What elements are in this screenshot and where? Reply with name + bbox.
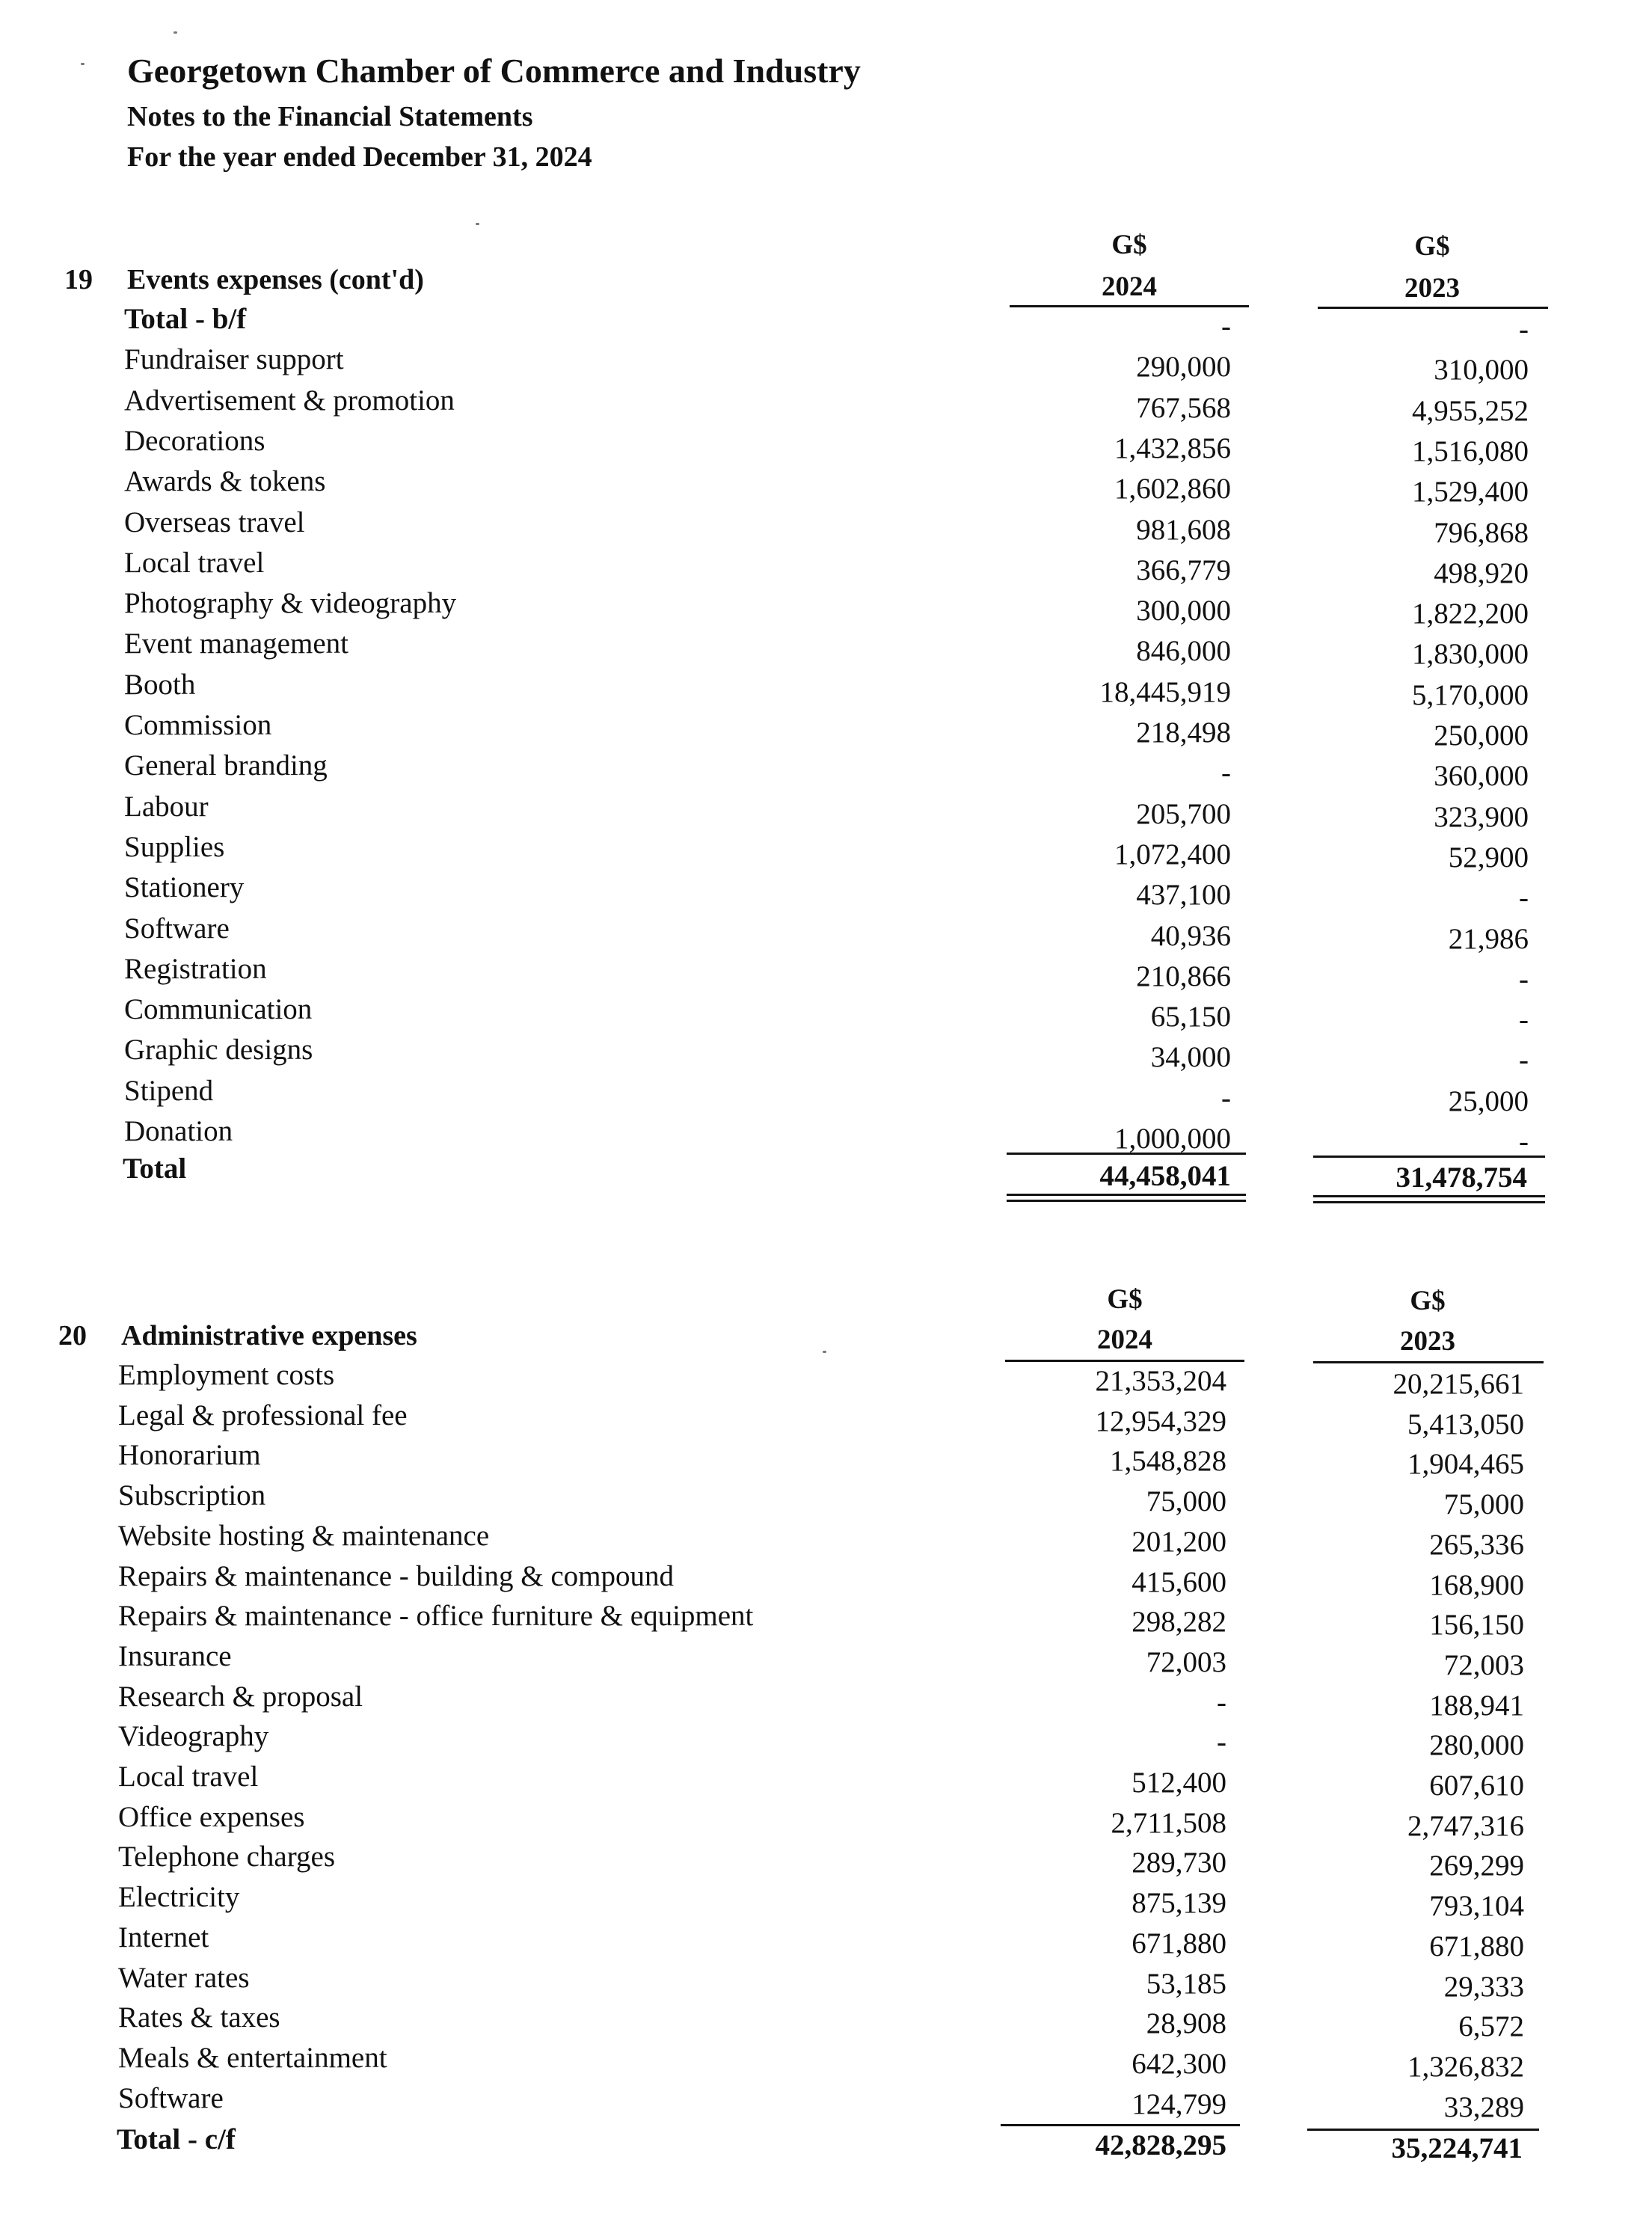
total-2023: 31,478,754 [1395, 1161, 1527, 1194]
value-2024: 290,000 [1136, 351, 1231, 384]
value-2023: 21,986 [1448, 922, 1529, 955]
scan-speck [823, 1351, 826, 1353]
subtotal-rule [1001, 2124, 1240, 2126]
value-2024: 201,200 [1131, 1525, 1226, 1558]
value-2023: 25,000 [1448, 1084, 1529, 1117]
value-2024: - [1221, 757, 1231, 790]
value-2023: 1,822,200 [1412, 598, 1529, 630]
value-2023: 168,900 [1429, 1568, 1524, 1601]
value-2024: 72,003 [1146, 1645, 1226, 1678]
row-label: Decorations [124, 424, 265, 457]
value-2023: 269,299 [1429, 1850, 1524, 1882]
currency-header-2024: G$ [1111, 230, 1147, 260]
value-2023: 265,336 [1429, 1528, 1524, 1561]
value-2024: 437,100 [1136, 879, 1231, 912]
row-label: Videography [118, 1720, 269, 1753]
value-2024: 767,568 [1136, 391, 1231, 424]
value-2023: 1,529,400 [1412, 476, 1529, 509]
value-2023: 671,880 [1429, 1930, 1524, 1962]
row-label: Fundraiser support [124, 343, 344, 376]
row-label: Subscription [118, 1479, 266, 1512]
value-2023: 250,000 [1434, 719, 1529, 752]
value-2024: - [1217, 1686, 1226, 1719]
value-2024: 12,954,329 [1095, 1405, 1226, 1437]
value-2023: - [1519, 1044, 1529, 1077]
value-2024: 300,000 [1136, 595, 1231, 627]
value-2024: 512,400 [1131, 1767, 1226, 1799]
row-label: Graphic designs [124, 1034, 313, 1067]
value-2024: 846,000 [1136, 635, 1231, 668]
note-number: 19 [64, 264, 93, 295]
currency-header-2023: G$ [1414, 231, 1450, 262]
value-2023: 75,000 [1443, 1488, 1524, 1521]
value-2024: 642,300 [1131, 2047, 1226, 2080]
row-label: Internet [118, 1921, 209, 1954]
row-label: Research & proposal [118, 1680, 363, 1713]
subtotal-rule [1007, 1153, 1246, 1155]
total-2024: 42,828,295 [1095, 2129, 1226, 2161]
row-label: Local travel [124, 546, 265, 579]
note-title: Events expenses (cont'd) [127, 264, 424, 295]
value-2023: 1,516,080 [1412, 435, 1529, 467]
row-label: Photography & videography [124, 587, 457, 620]
value-2023: 52,900 [1448, 841, 1529, 874]
value-2024: 1,000,000 [1114, 1123, 1231, 1155]
value-2024: 75,000 [1146, 1485, 1226, 1518]
value-2024: 875,139 [1131, 1887, 1226, 1920]
value-2024: 21,353,204 [1095, 1365, 1226, 1397]
note-number: 20 [58, 1320, 87, 1351]
value-2023: 498,920 [1434, 556, 1529, 589]
note-title: Administrative expenses [121, 1320, 417, 1351]
value-2024: 415,600 [1131, 1565, 1226, 1598]
value-2024: - [1217, 1726, 1226, 1759]
row-label: Supplies [124, 830, 225, 863]
value-2024: 28,908 [1146, 2007, 1226, 2040]
total-2024: 44,458,041 [1099, 1160, 1231, 1192]
value-2024: - [1221, 1081, 1231, 1114]
document-subtitle: Notes to the Financial Statements [127, 101, 533, 132]
row-label: Communication [124, 993, 313, 1026]
total-label: Total - c/f [117, 2123, 236, 2155]
value-2023: 360,000 [1434, 760, 1529, 793]
header-rule [1010, 305, 1249, 307]
row-label: Registration [124, 952, 267, 985]
value-2024: 1,602,860 [1114, 473, 1231, 506]
scan-speck [174, 31, 177, 34]
value-2024: 65,150 [1150, 1001, 1231, 1034]
value-2023: - [1519, 963, 1529, 995]
value-2023: 796,868 [1434, 516, 1529, 549]
subtotal-rule [1313, 1156, 1545, 1158]
organization-title: Georgetown Chamber of Commerce and Industry [127, 52, 861, 90]
header-rule [1313, 1361, 1544, 1363]
value-2023: 1,326,832 [1407, 2050, 1524, 2083]
row-label: Repairs & maintenance - office furniture & equipment [118, 1600, 754, 1633]
row-label: Legal & professional fee [118, 1399, 408, 1431]
value-2024: 18,445,919 [1099, 675, 1231, 708]
currency-header-2024: G$ [1107, 1284, 1143, 1315]
currency-header-2023: G$ [1410, 1286, 1446, 1316]
row-label: General branding [124, 749, 328, 782]
value-2023: - [1519, 1126, 1529, 1158]
row-label: Office expenses [118, 1800, 305, 1833]
row-label: Local travel [118, 1761, 259, 1793]
row-label: Advertisement & promotion [124, 384, 455, 417]
value-2024: 210,866 [1136, 960, 1231, 992]
value-2024: 218,498 [1136, 716, 1231, 749]
value-2023: 2,747,316 [1407, 1809, 1524, 1842]
row-label: Stationery [124, 871, 245, 904]
row-label: Software [124, 912, 230, 945]
row-label: Booth [124, 668, 196, 701]
header-rule [1005, 1360, 1244, 1362]
row-label: Employment costs [118, 1359, 335, 1391]
value-2023: 188,941 [1429, 1689, 1524, 1722]
value-2024: 366,779 [1136, 553, 1231, 586]
value-2024: 1,072,400 [1114, 838, 1231, 871]
row-label: Electricity [118, 1881, 240, 1914]
year-header-2023: 2023 [1404, 273, 1460, 304]
value-2023: 793,104 [1429, 1890, 1524, 1923]
row-label: Stipend [124, 1074, 214, 1107]
row-label: Labour [124, 790, 209, 823]
row-label: Meals & entertainment [118, 2041, 387, 2074]
row-label: Rates & taxes [118, 2001, 280, 2034]
value-2024: 53,185 [1146, 1967, 1226, 2000]
value-2024: 671,880 [1131, 1927, 1226, 1960]
value-2023: 6,572 [1458, 2010, 1524, 2043]
year-header-2024: 2024 [1097, 1325, 1152, 1355]
value-2023: 1,904,465 [1407, 1448, 1524, 1481]
row-label: Total - b/f [124, 303, 247, 335]
year-header-2023: 2023 [1400, 1326, 1455, 1357]
value-2024: - [1221, 310, 1231, 343]
total-label: Total [123, 1153, 187, 1185]
value-2023: 607,610 [1429, 1770, 1524, 1802]
value-2023: - [1519, 313, 1529, 346]
value-2024: 34,000 [1150, 1041, 1231, 1074]
scan-speck [81, 63, 85, 65]
value-2023: 5,170,000 [1412, 678, 1529, 711]
value-2023: 4,955,252 [1412, 394, 1529, 427]
value-2024: 981,608 [1136, 513, 1231, 546]
row-label: Telephone charges [118, 1841, 336, 1873]
value-2023: 323,900 [1434, 800, 1529, 833]
value-2024: 1,432,856 [1114, 432, 1231, 464]
value-2024: 40,936 [1150, 919, 1231, 952]
value-2024: 1,548,828 [1110, 1445, 1226, 1478]
value-2023: 280,000 [1429, 1729, 1524, 1762]
value-2023: 72,003 [1443, 1648, 1524, 1681]
value-2024: 205,700 [1136, 797, 1231, 830]
subtotal-rule [1307, 2129, 1539, 2131]
header-rule [1318, 307, 1548, 309]
value-2023: 33,289 [1443, 2090, 1524, 2123]
value-2023: 20,215,661 [1392, 1368, 1524, 1400]
row-label: Website hosting & maintenance [118, 1519, 490, 1552]
row-label: Honorarium [118, 1439, 261, 1472]
value-2023: 310,000 [1434, 354, 1529, 387]
reporting-period: For the year ended December 31, 2024 [127, 141, 592, 173]
row-label: Insurance [118, 1639, 232, 1672]
row-label: Overseas travel [124, 506, 305, 538]
total-double-rule [1007, 1194, 1246, 1202]
row-label: Software [118, 2081, 224, 2114]
value-2023: 29,333 [1443, 1970, 1524, 2003]
row-label: Awards & tokens [124, 465, 326, 498]
row-label: Donation [124, 1115, 233, 1147]
total-double-rule [1313, 1195, 1545, 1203]
value-2023: - [1519, 1004, 1529, 1037]
row-label: Event management [124, 627, 348, 660]
total-2023: 35,224,741 [1391, 2132, 1523, 2164]
row-label: Water rates [118, 1961, 250, 1994]
row-label: Commission [124, 709, 272, 741]
value-2024: 124,799 [1131, 2087, 1226, 2120]
scan-speck [476, 223, 479, 225]
value-2023: 5,413,050 [1407, 1408, 1524, 1440]
value-2023: - [1519, 882, 1529, 915]
value-2023: 156,150 [1429, 1609, 1524, 1642]
value-2023: 1,830,000 [1412, 638, 1529, 671]
value-2024: 298,282 [1131, 1606, 1226, 1639]
year-header-2024: 2024 [1102, 271, 1157, 302]
row-label: Repairs & maintenance - building & compound [118, 1559, 674, 1592]
value-2024: 289,730 [1131, 1847, 1226, 1879]
value-2024: 2,711,508 [1111, 1806, 1226, 1839]
